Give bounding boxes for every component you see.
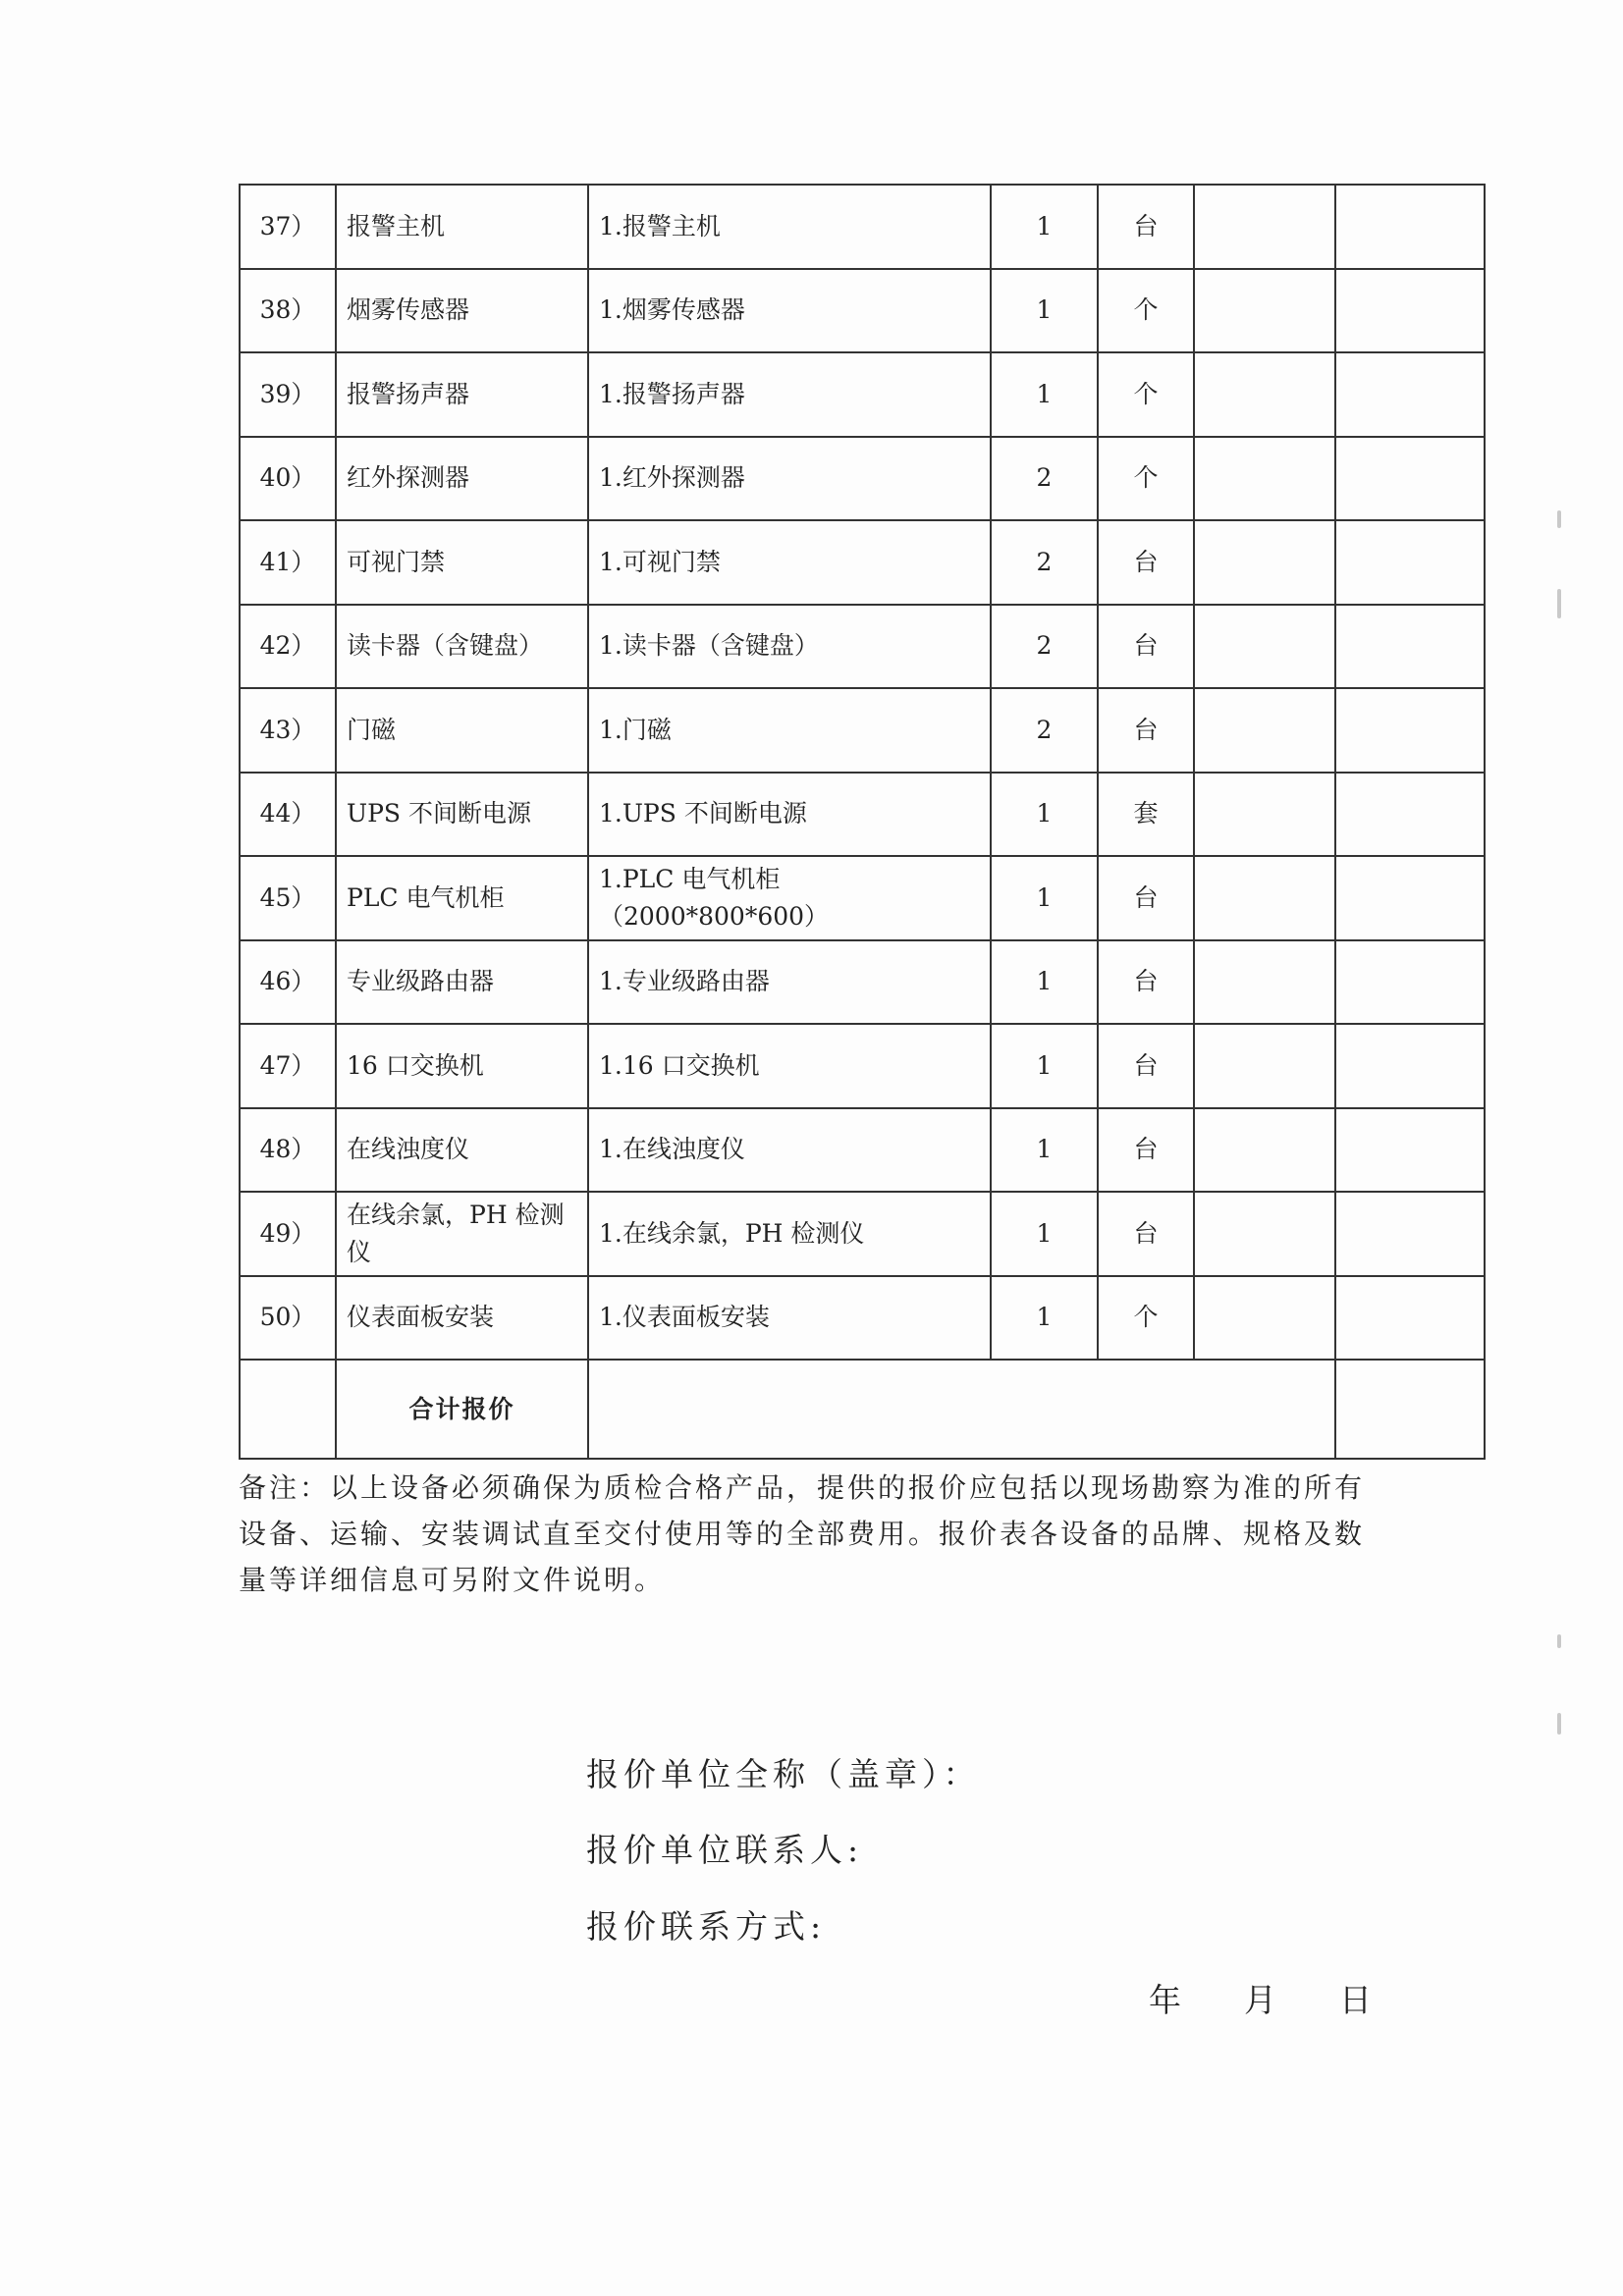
item-extra-cell [1335,1108,1485,1193]
item-unit-cell: 台 [1098,940,1194,1025]
item-price-cell [1194,856,1335,940]
item-price-cell [1194,1276,1335,1361]
item-quantity-cell: 2 [991,520,1098,605]
item-extra-cell [1335,185,1485,269]
item-extra-cell [1335,773,1485,857]
date-year: 年 [1149,1981,1181,2019]
item-extra-cell [1335,605,1485,689]
item-price-cell [1194,940,1335,1025]
item-spec-cell: 1.PLC 电气机柜（2000*800*600） [588,856,991,940]
item-spec-cell: 1.读卡器（含键盘） [588,605,991,689]
item-unit-cell: 台 [1098,1108,1194,1193]
quote-table-body [240,185,1485,1459]
total-row [240,1360,1485,1459]
item-spec-cell: 1.专业级路由器 [588,940,991,1025]
total-extra-cell [1335,1360,1485,1459]
item-spec-cell: 1.烟雾传感器 [588,269,991,353]
item-name-cell: 读卡器（含键盘） [336,605,588,689]
item-spec-cell: 1.报警主机 [588,185,991,269]
table-row [240,688,1485,773]
item-price-cell [1194,352,1335,437]
item-extra-cell [1335,688,1485,773]
item-number-cell: 40） [240,437,336,521]
company-name-line: 报价单位全称（盖章）： [586,1755,981,1793]
item-price-cell [1194,605,1335,689]
item-unit-cell: 个 [1098,269,1194,353]
table-row [240,269,1485,353]
table-row [240,520,1485,605]
table-row [240,856,1485,940]
item-spec-cell: 1.16 口交换机 [588,1024,991,1108]
scan-artifact [1557,510,1561,528]
item-spec-cell: 1.门磁 [588,688,991,773]
item-name-cell: 烟雾传感器 [336,269,588,353]
item-extra-cell [1335,1276,1485,1361]
item-spec-cell: 1.在线浊度仪 [588,1108,991,1193]
item-price-cell [1194,1024,1335,1108]
table-row [240,773,1485,857]
item-quantity-cell: 2 [991,437,1098,521]
item-unit-cell: 台 [1098,688,1194,773]
item-quantity-cell: 1 [991,1192,1098,1276]
item-name-cell: 报警扬声器 [336,352,588,437]
item-extra-cell [1335,1024,1485,1108]
item-number-cell: 48） [240,1108,336,1193]
item-spec-cell: 1.UPS 不间断电源 [588,773,991,857]
table-row [240,437,1485,521]
item-spec-cell: 1.在线余氯，PH 检测仪 [588,1192,991,1276]
item-price-cell [1194,520,1335,605]
item-quantity-cell: 1 [991,773,1098,857]
item-unit-cell: 台 [1098,1192,1194,1276]
item-number-cell: 45） [240,856,336,940]
item-name-cell: 报警主机 [336,185,588,269]
item-spec-cell: 1.仪表面板安装 [588,1276,991,1361]
item-unit-cell: 个 [1098,1276,1194,1361]
item-unit-cell: 个 [1098,437,1194,521]
item-price-cell [1194,773,1335,857]
item-quantity-cell: 1 [991,352,1098,437]
item-quantity-cell: 1 [991,1024,1098,1108]
item-extra-cell [1335,352,1485,437]
item-price-cell [1194,1192,1335,1276]
item-price-cell [1194,437,1335,521]
item-name-cell: 仪表面板安装 [336,1276,588,1361]
item-unit-cell: 个 [1098,352,1194,437]
item-unit-cell: 台 [1098,605,1194,689]
item-spec-cell: 1.红外探测器 [588,437,991,521]
item-price-cell [1194,1108,1335,1193]
item-spec-cell: 1.报警扬声器 [588,352,991,437]
item-number-cell: 46） [240,940,336,1025]
item-extra-cell [1335,940,1485,1025]
item-quantity-cell: 1 [991,940,1098,1025]
table-row [240,1192,1485,1276]
item-extra-cell [1335,269,1485,353]
item-unit-cell: 台 [1098,520,1194,605]
item-unit-cell: 套 [1098,773,1194,857]
item-unit-cell: 台 [1098,1024,1194,1108]
table-row [240,1276,1485,1361]
total-label: 合计报价 [336,1360,588,1459]
item-name-cell: 可视门禁 [336,520,588,605]
scan-artifact [1557,1713,1561,1735]
item-number-cell: 49） [240,1192,336,1276]
item-number-cell: 44） [240,773,336,857]
item-number-cell: 43） [240,688,336,773]
item-spec-cell: 1.可视门禁 [588,520,991,605]
date-day: 日 [1339,1981,1372,2019]
contact-method-line: 报价联系方式: [586,1907,827,1946]
item-quantity-cell: 1 [991,1108,1098,1193]
item-quantity-cell: 1 [991,1276,1098,1361]
table-row [240,185,1485,269]
item-number-cell: 37） [240,185,336,269]
remarks-note: 备注：以上设备必须确保为质检合格产品，提供的报价应包括以现场勘察为准的所有设备、运输、安装调试直至交付使用等的全部费用。报价表各设备的品牌、规格及数量等详细信息可另附文件说明。 [239,1471,1366,1596]
item-number-cell: 39） [240,352,336,437]
date-month: 月 [1244,1981,1276,2019]
item-number-cell: 38） [240,269,336,353]
item-name-cell: PLC 电气机柜 [336,856,588,940]
total-amount-cell [588,1360,1335,1459]
item-number-cell: 42） [240,605,336,689]
item-name-cell: 门磁 [336,688,588,773]
item-price-cell [1194,269,1335,353]
scan-artifact [1557,589,1561,618]
table-row [240,605,1485,689]
quote-table [239,184,1486,1460]
item-number-cell: 41） [240,520,336,605]
item-extra-cell [1335,520,1485,605]
item-unit-cell: 台 [1098,856,1194,940]
item-name-cell: 在线余氯，PH 检测仪 [336,1192,588,1276]
item-name-cell: UPS 不间断电源 [336,773,588,857]
item-quantity-cell: 1 [991,269,1098,353]
item-number-cell: 47） [240,1024,336,1108]
item-extra-cell [1335,856,1485,940]
item-quantity-cell: 2 [991,688,1098,773]
item-name-cell: 在线浊度仪 [336,1108,588,1193]
item-number-cell: 50） [240,1276,336,1361]
scan-artifact [1557,1634,1561,1648]
item-quantity-cell: 2 [991,605,1098,689]
item-price-cell [1194,185,1335,269]
total-no-cell [240,1360,336,1459]
item-extra-cell [1335,1192,1485,1276]
item-quantity-cell: 1 [991,856,1098,940]
item-name-cell: 专业级路由器 [336,940,588,1025]
contact-person-line: 报价单位联系人: [586,1831,864,1869]
item-quantity-cell: 1 [991,185,1098,269]
item-unit-cell: 台 [1098,185,1194,269]
table-row [240,1108,1485,1193]
table-row [240,940,1485,1025]
item-name-cell: 红外探测器 [336,437,588,521]
item-price-cell [1194,688,1335,773]
item-extra-cell [1335,437,1485,521]
table-row [240,1024,1485,1108]
table-row [240,352,1485,437]
item-name-cell: 16 口交换机 [336,1024,588,1108]
